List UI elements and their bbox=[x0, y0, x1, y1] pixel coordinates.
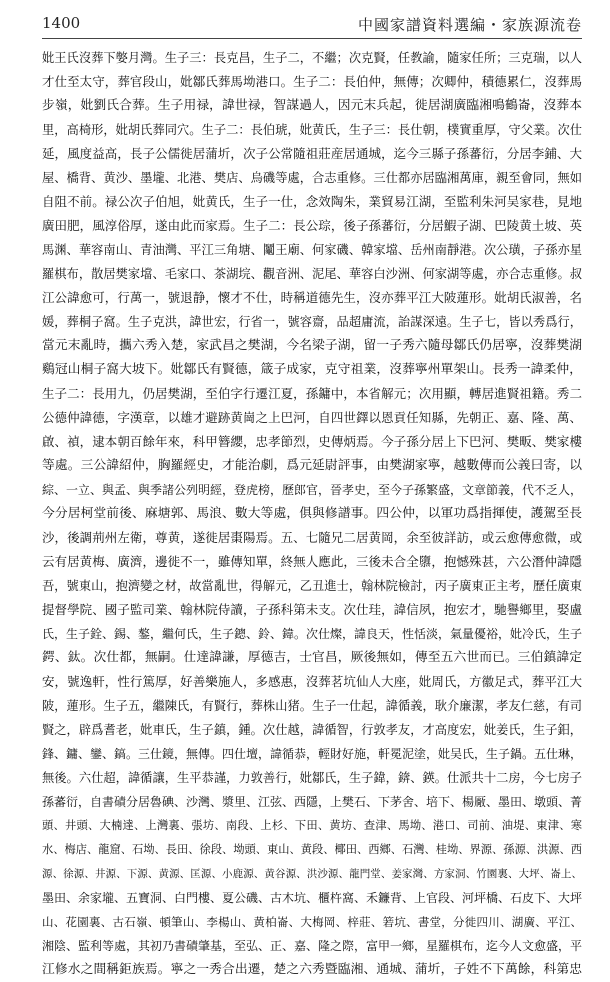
text-line: 孫蕃衍，自書磧分居魯碘、沙灣、漿里、江弦、西隱，上樊石、下茅舍、培下、楊厰、墨田、墩頭、菁 bbox=[42, 795, 582, 809]
page-number: 1400 bbox=[42, 14, 81, 32]
text-line: 墨田、余家壠、五寶洞、白門樓、夏公磯、古木坑、櫃杵窩、禾鐮背、上官段、河坪橋、石皮下、大坪 bbox=[42, 891, 582, 905]
text-line: 等處。三公諱紹仲，胸羅經史，才能治劇，爲元延尉評事，由樊湖家寧，越數傳而公義曰寄，以 bbox=[42, 458, 582, 473]
text-line: 才仕至太守，葬官段山，妣鄒氏葬馬坳港口。生子二：長伯仲，無傳；次卿仲，積德累仁，沒葬馬 bbox=[42, 74, 582, 89]
page-header bbox=[42, 8, 582, 34]
text-line: 賢之，辟爲耆老，妣車氏，生子鎮，鍾。次仕越，諱循智，行敦孝友，才高度宏，妣姜氏，生子鈤， bbox=[42, 723, 582, 737]
text-line: 羅棋布，散居樊家壋、毛家口、茶湖垸、觀音洲、泥尾、華容白沙洲、何家湖等處，亦合志重修。叔 bbox=[42, 267, 582, 281]
text-line: 綜、一立、與孟、與季諸公列明經，登虎榜，歷郎官，晉孝史，至今子孫繁盛，文章節義，代不乏人， bbox=[42, 483, 582, 497]
text-line: 沙，後調荊州左衛，尊黄，遂徙居棗陽焉。五、七隨兄二居黄岡，余至彼詳訪，或云愈傳愈微，或 bbox=[42, 530, 582, 545]
text-line: 馬渊、華容南山、青油灣、平江三角塘、鬮王廟、何家磯、韓家壋、岳州南靜港。次公璜，子孫亦星 bbox=[42, 243, 582, 257]
text-line: 生子二：長用九，仍居樊湖，至伯字行遷江夏，孫鏞中，本省解元；次用顯，轉居進賢祖籍。秀二 bbox=[42, 386, 582, 401]
running-title: 中國家譜資料選編・家族源流卷 bbox=[357, 16, 582, 34]
text-line: 山、花園裏、古石嶺、頓筆山、李楊山、黄柏崙、大梅岡、梓莊、箬坑、書堂，分徙四川、湖廣、平江、 bbox=[42, 915, 582, 929]
text-line: 步嶺，妣劉氏合葬。生子用禄，諱世禄，智謀過人，因元末兵起，徙居湖廣臨湘鳴鶴崙，沒葬本 bbox=[42, 98, 582, 113]
text-line: 媛，葬桐子窩。生子克洪，諱世宏，行省一，號容齋，品超庸流，詒謀深遠。生子七，皆以秀爲行， bbox=[42, 315, 582, 329]
text-line: 鋒、鏞、鑾、鎬。三仕鏡，無傳。四仕壇，諱循恭，輕財好施，軒冕泥塗，妣吴氏，生子鍋。五仕琳， bbox=[42, 747, 582, 761]
text-line: 鍔、鈦。次仕都，無嗣。仕達諱謙，厚德吉，士官昌，厥後無如，傳至五六世而已。三伯鎮諱定 bbox=[42, 650, 582, 665]
text-line: 水、梅店、龍窟、石坳、長田、徐段、坳頭、東山、黄段、椰田、西鄉、石灣、桂坳、界源、孫源、洪源、西 bbox=[42, 843, 582, 856]
text-line: 今分居柯堂前後、麻塘郭、馬浪、數大等處，俱與修譜事。四公仲，以軍功爲指揮使，護駕至長 bbox=[42, 506, 582, 521]
header-rule bbox=[42, 38, 582, 39]
text-line: 云有居黄梅、廣濟，邊徙不一，雖傳知單，終無人應此，三後未合全隳，抱憾殊甚，六公潛仲諱隱 bbox=[42, 554, 582, 569]
text-line: 鷄冠山桐子窩大坡下。妣鄒氏有賢德，箴子成家，克守祖業，沒葬寧州單架山。長秀一諱柔仲， bbox=[42, 362, 582, 377]
text-line: 廣田肥，風淳俗厚，遂由此而家焉。生子二：長公琮，後子孫蕃衍，分居鰕子湖、巴陵黄土坡、英 bbox=[42, 218, 582, 233]
text-line: 吾，號東山，抱濟變之材，故當亂世，得解元，乙丑進士，翰林院檢討，丙子廣東正主考，歷任廣東 bbox=[42, 579, 582, 593]
text-line: 當元末亂時，攜六秀入楚，家武昌之樊湖，今名梁子湖，留一子秀六隨母鄒氏仍居寧，沒葬樊湖 bbox=[42, 338, 582, 353]
text-line: 里，高椅形，妣胡氏葬同穴。生子二：長伯琥，妣黄氏，生子三：長仕朝，樸實重厚，守父業。次仕 bbox=[42, 123, 582, 137]
text-line: 頭、井頭、大楠達、上灣裏、張坊、南段、上杉、下田、黄坊、查津、馬坳、港口、司前、油堤、東津、寒 bbox=[42, 819, 582, 832]
text-line: 自阻不前。禄公次子伯旭，妣黄氏，生子一仕，念效陶朱，業貿易江湖，至監利朱河吴家巷，見地 bbox=[42, 194, 582, 209]
text-line: 公德仲諱德，字漢章，以雄才避跡黄崗之上巴河，自四世鐸以恩貢任知縣，先朝正、嘉、隆、萬、 bbox=[42, 410, 582, 425]
text-line: 屋、橋背、黄沙、墨壠、北港、樊店、烏磯等處，合志重修。三仕都亦居臨湘萬庫，親至會同，無如 bbox=[42, 171, 582, 185]
text-line: 氏，生子銓、錫、鏊，繼何氏，生子鏓、鈴、鍏。次仕燦，諱良天，性恬淡，氣量優裕，妣冷氏，生子 bbox=[42, 627, 582, 641]
text-line: 安，號逸軒，性行篤厚，好善樂施人，多感惠，沒葬茗坑仙人大座，妣周氏，方徽足式，葬平江大 bbox=[42, 674, 582, 689]
text-line: 陂，蓮形。生子五，繼陳氏，有賢行，葬株山猪。生子一仕起，諱循義，耿介廉潔，孝友仁慈，有司 bbox=[42, 699, 582, 713]
text-line: 源、徐源、井源、下源、黄源、匡源、小鹿源、黄谷源、洪沙源、龍門堂、姜家灣、方家洞、竹園裏、大坪、崙上、 bbox=[42, 868, 582, 880]
text-line: 提督學院、國子監司業、翰林院侍讀，子孫科第未支。次仕珪，諱信夙，抱宏才，馳譽鄉里，娶盧 bbox=[42, 602, 582, 617]
text-line: 湘陰、監利等處，其初乃書磧肇基，至弘、正、嘉、隆之際，富甲一鄉，星羅棋布，迄今人文愈盛，平 bbox=[42, 939, 582, 953]
body-text bbox=[42, 46, 582, 982]
text-line: 啟、禎，逮本朝百餘年來，科甲簪纓，忠孝節烈，史傳炳焉。今子孫分居上下巴河、樊畈、樊家樓 bbox=[42, 434, 582, 449]
text-line: 延，風度益高，長子公儒徙居蒲圻，次子公常隨祖莊産居通城，迄今三縣子孫蕃衍，分居李鋪、大 bbox=[42, 146, 582, 161]
text-line: 江修水之間稱鉅族焉。寧之一秀合出遷，楚之六秀暨臨湘、通城、蒲圻，子姓不下萬餘，科第忠 bbox=[42, 962, 582, 977]
text-line: 江公諱愈可，行萬一，號退静，懷才不仕，時稱道德先生，沒亦葬平江大陂蓮形。妣胡氏淑善，名 bbox=[42, 290, 582, 305]
text-line: 無後。六仕超，諱循讓，生平恭謹，力敦善行，妣鄒氏，生子鍏，錛、鍈。仕派共十二房，今七房子 bbox=[42, 771, 582, 785]
text-line: 妣王氏沒葬下嫳月灣。生子三：長克昌，生子二，不繼；次克賢，任教諭，隨家任所；三克瑞，以人 bbox=[42, 51, 582, 65]
